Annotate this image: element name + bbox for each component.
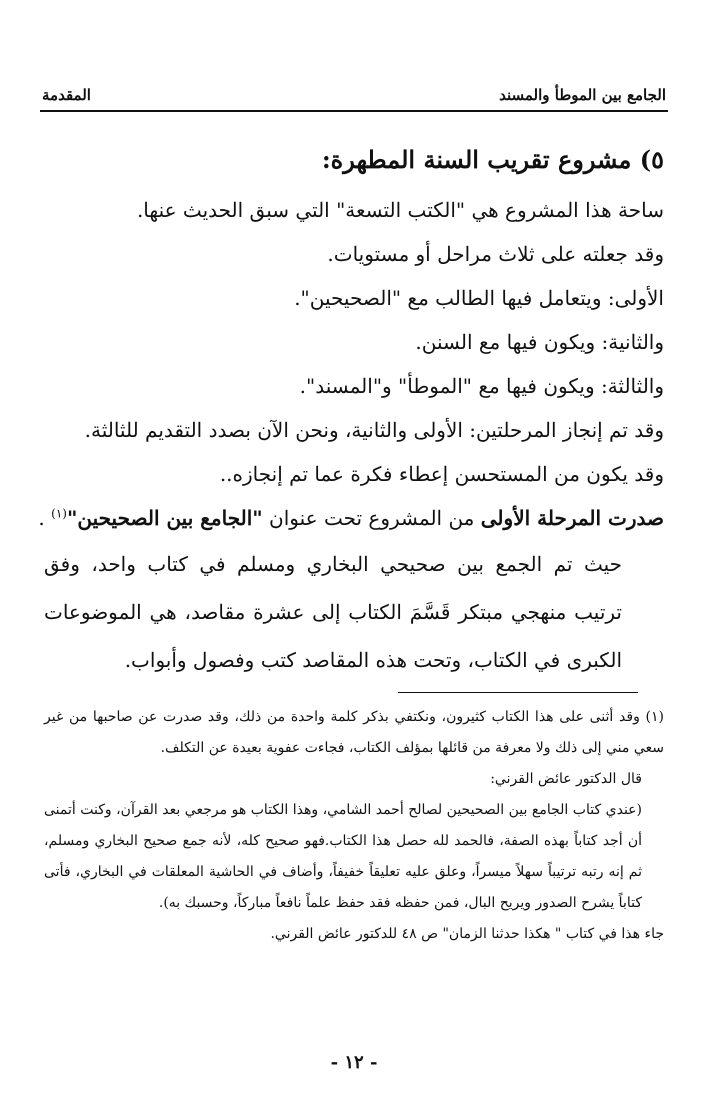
book-title: الجامع بين الموطأ والمسند bbox=[499, 86, 666, 104]
footnote-rule bbox=[398, 692, 638, 693]
text-line: ساحة هذا المشروع هي "الكتب التسعة" التي سبق الحديث عنها. bbox=[136, 198, 664, 222]
section-title: ٥) مشروع تقريب السنة المطهرة: bbox=[321, 145, 664, 174]
published-prefix: صدرت المرحلة الأولى bbox=[480, 506, 664, 530]
published-middle: من المشروع تحت عنوان bbox=[269, 506, 475, 530]
header-rule bbox=[40, 110, 668, 112]
text-line: الأولى: ويتعامل فيها الطالب مع "الصحيحين". bbox=[294, 286, 664, 310]
text-line: وقد جعلته على ثلاث مراحل أو مستويات. bbox=[327, 242, 664, 266]
chapter-title: المقدمة bbox=[42, 86, 91, 104]
footnote-attribution: قال الدكتور عائض القرني: bbox=[490, 771, 642, 787]
page-number: - ١٢ - bbox=[330, 1052, 378, 1073]
running-header bbox=[42, 76, 666, 104]
footnote-1: (١) وقد أثنى على هذا الكتاب كثيرون، ونكتفي بذكر كلمة واحدة من ذلك، وقد صدرت عن صاحبها من غير سعي مني إلى ذلك ولا معرفة من قائلها بمؤلف الكتاب، فجاءت عفوية بعيدة عن التكلف. bbox=[44, 709, 664, 756]
main-text bbox=[38, 132, 664, 684]
text-line: والثانية: ويكون فيها مع السنن. bbox=[415, 330, 664, 354]
text-line: وقد تم إنجاز المرحلتين: الأولى والثانية، ونحن الآن بصدد التقديم للثالثة. bbox=[84, 418, 664, 442]
published-line bbox=[38, 496, 664, 540]
text-line: وقد يكون من المستحسن إعطاء فكرة عما تم إنجازه.. bbox=[219, 462, 664, 486]
body-paragraph: حيث تم الجمع بين صحيحي البخاري ومسلم في كتاب واحد، وفق ترتيب منهجي مبتكر قَسَّمَ الكتاب إلى عشرة مقاصد، هي الموضوعات الكبرى في الكتاب، وتحت هذه المقاصد كتب وفصول وأبواب. bbox=[44, 552, 622, 672]
footnote-quote: (عندي كتاب الجامع بين الصحيحين لصالح أحمد الشامي، وهذا الكتاب هو مرجعي بعد القرآن، وكنت أتمنى أن أجد كتاباً بهذه الصفة، فالحمد لله حصل هذا الكتاب.فهو صحيح كله، لأنه جمع صحيح البخاري ومسلم، ثم إنه رتبه ترتيباً سهلاً ميسراً، وعلق عليه تعليقاً خفيفاً، وأضاف في الحاشية المعلقات في البخاري، فأتى كتاباً يشرح الصدور ويريح البال، فمن حفظه فقد حفظ علماً نافعاً مباركاً، وحسبك به). bbox=[44, 802, 642, 911]
published-book-title: "الجامع بين الصحيحين" bbox=[66, 506, 263, 530]
footnotes bbox=[44, 702, 664, 950]
footnote-marker[interactable]: (١) bbox=[51, 506, 67, 521]
text-line: والثالثة: ويكون فيها مع "الموطأ" و"المسند". bbox=[299, 374, 664, 398]
published-end: . bbox=[38, 506, 45, 530]
footnote-source: جاء هذا في كتاب " هكذا حدثنا الزمان" ص ٤٨ للدكتور عائض القرني. bbox=[270, 926, 664, 942]
